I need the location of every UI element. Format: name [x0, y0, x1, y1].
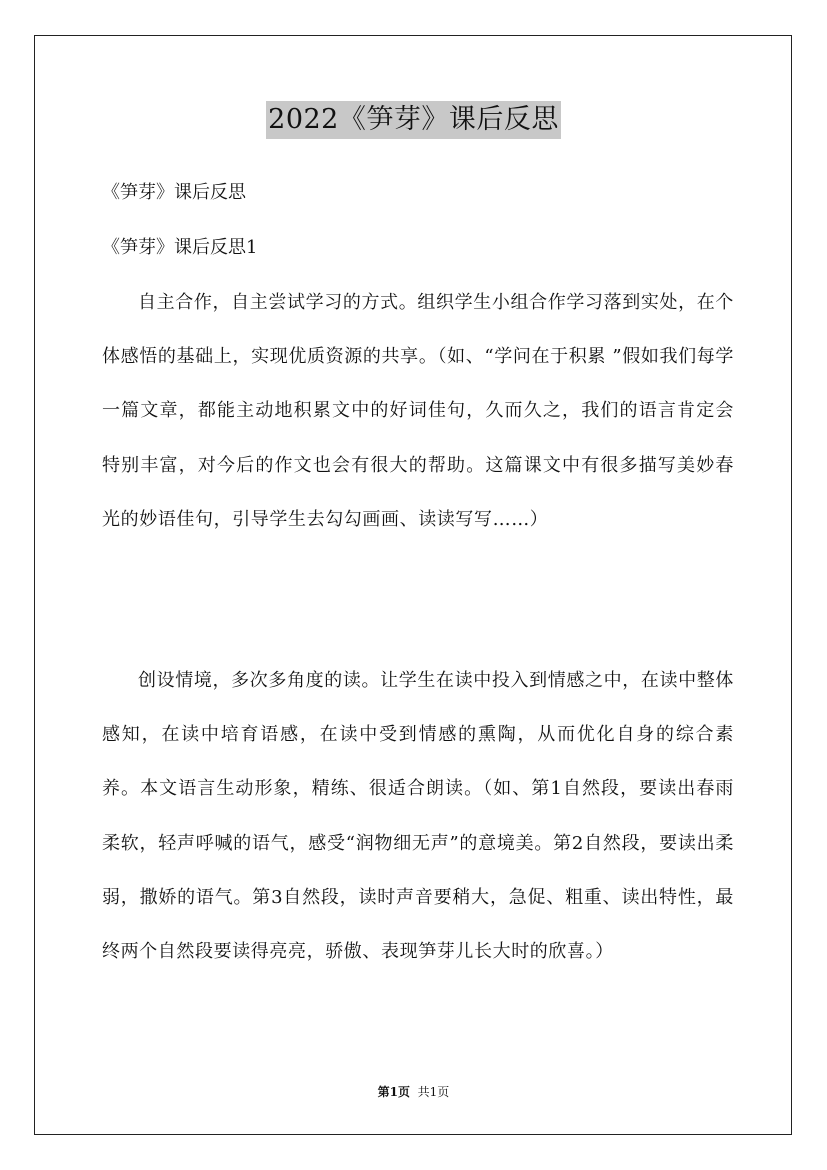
document-title: 2022《笋芽》课后反思: [266, 101, 561, 139]
paragraph-2: 创设情境，多次多角度的读。让学生在读中投入到情感之中，在读中整体感知，在读中培育语感，在读中受到情感的熏陶，从而优化自身的综合素养。本文语言生动形象，精练、很适合朗读。（如、第1自然段，要读出春雨柔软，轻声呼喊的语气，感受“润物细无声”的意境美。第2自然段，要读出柔弱，撒娇的语气。第3自然段，读时声音要稍大，急促、粗重、读出特性，最终两个自然段要读得亮亮，骄傲、表现笋芽儿长大时的欣喜。）: [102, 670, 734, 963]
title-container: [0, 101, 827, 139]
page-total: 共1页: [417, 1085, 450, 1099]
page-number: 第1页: [377, 1085, 411, 1099]
section-heading: 《笋芽》课后反思1: [102, 237, 258, 258]
page-footer: [0, 1084, 827, 1100]
document-subtitle: 《笋芽》课后反思: [102, 182, 246, 203]
paragraph-1: 自主合作，自主尝试学习的方式。组织学生小组合作学习落到实处，在个体感悟的基础上，实现优质资源的共享。（如、“学问在于积累 ”假如我们每学一篇文章，都能主动地积累文中的好词佳句，久而久之，我们的语言肯定会特别丰富，对今后的作文也会有很大的帮助。这篇课文中有很多描写美妙春光的妙语佳句，引导学生去勾勾画画、读读写写……）: [102, 292, 734, 530]
